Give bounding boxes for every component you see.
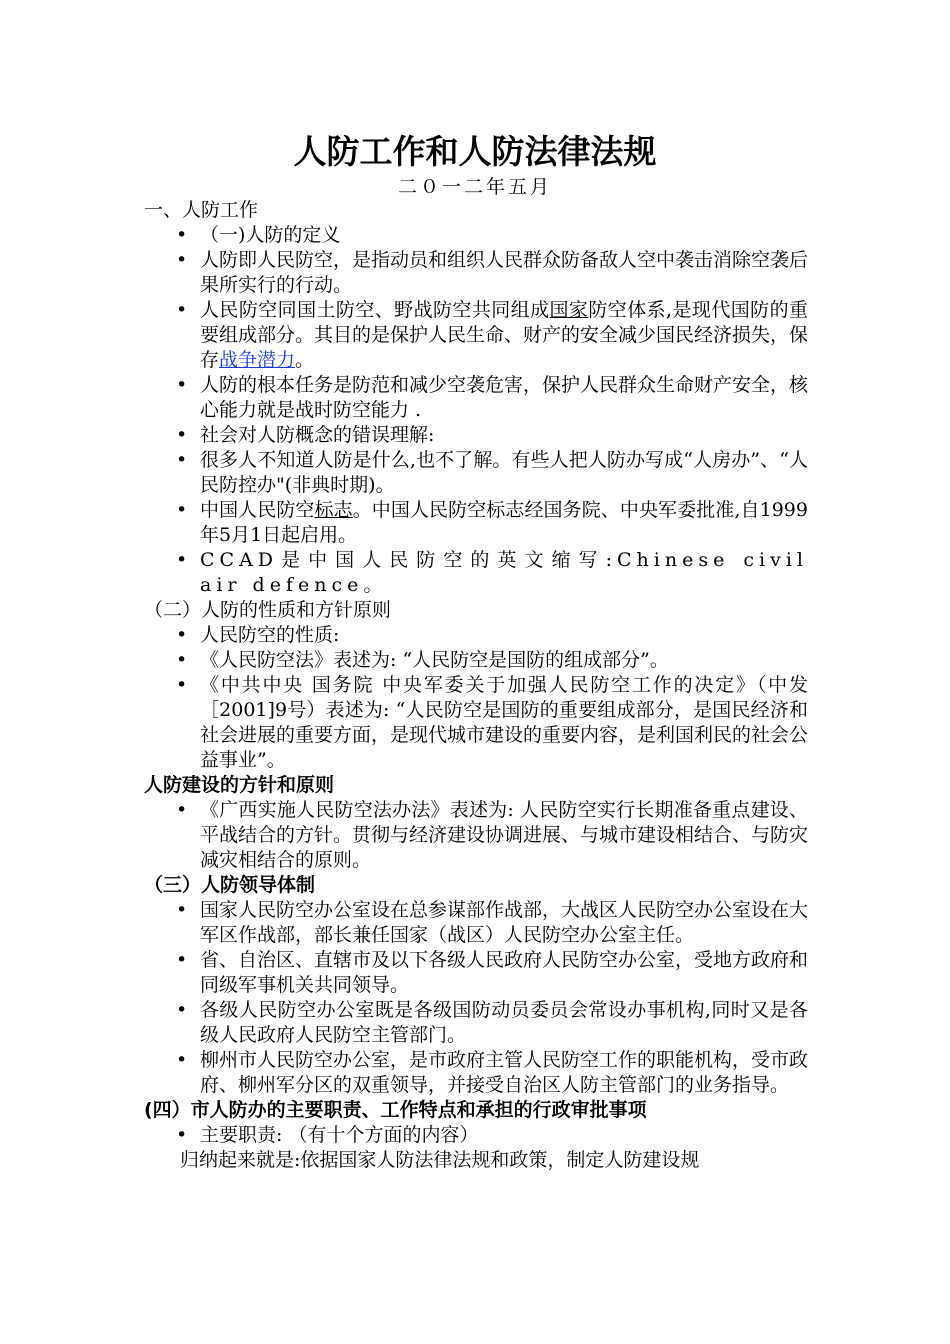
list-item: • 各级人民防空办公室既是各级国防动员委员会常设办事机构,同时又是各级人民政府人民防空主管部门。 [176, 998, 808, 1048]
list-item: • 省、自治区、直辖市及以下各级人民政府人民防空办公室，受地方政府和同级军事机关共同领导。 [176, 948, 808, 998]
underlined-term: 国家 [549, 299, 589, 321]
document-title: 人防工作和人防法律法规 [293, 132, 657, 171]
list-item: • 人民防空的性质: [176, 623, 808, 648]
section-heading-1: 一、人防工作 [144, 199, 259, 221]
document-body [144, 198, 808, 1173]
list-item: • CCAD是中国人民防空的英文缩写:Chinese civil air defence。 [176, 548, 808, 598]
list-item: • 人防的根本任务是防范和减少空袭危害，保护人民群众生命财产安全，核心能力就是战时防空能力 . [176, 373, 808, 423]
text-run: 中国人民防空 [200, 499, 315, 521]
section-4-list [144, 1123, 808, 1148]
text-run: 人民防空同国土防空、野战防空共同组成 [200, 299, 550, 321]
text-run: 。中国人民防空标志经国务院、中央军委批准,自1999年5月1日起启用。 [200, 499, 808, 546]
document-date: 二０一二年五月 [397, 176, 552, 198]
section-heading-3: （三）人防领导体制 [144, 874, 316, 896]
section-heading-4: (四）市人防办的主要职责、工作特点和承担的行政审批事项 [144, 1099, 647, 1121]
text-run: 防空体系,是现代国防的重要组成部分。其目的是保护人民生命、财产的安全减少国民经济损失，保存 [200, 299, 809, 371]
list-item: • 柳州市人民防空办公室，是市政府主管人民防空工作的职能机构，受市政府、柳州军分区的双重领导，并接受自治区人防主管部门的业务指导。 [176, 1048, 808, 1098]
list-item: • 《中共中央 国务院 中央军委关于加强人民防空工作的决定》（中发［2001]9号）表述为: “人民防空是国防的重要组成部分，是国民经济和社会进展的重要方面，是现代城市建设的重要内容，是利国利民的社会公益事业”。 [176, 673, 808, 773]
list-item [176, 498, 808, 548]
section-heading-2b: 人防建设的方针和原则 [144, 774, 335, 796]
section-2b-list [144, 798, 808, 873]
section-2-list [144, 623, 808, 773]
section-heading-2: （二）人防的性质和方针原则 [144, 599, 392, 621]
list-item: • 社会对人防概念的错误理解: [176, 423, 808, 448]
section-1-list [144, 223, 808, 598]
list-item [176, 298, 808, 373]
list-item: • 人防即人民防空，是指动员和组织人民群众防备敌人空中袭击消除空袭后果所实行的行动。 [176, 248, 808, 298]
text-run: 。 [295, 349, 315, 371]
list-item: • 《广西实施人民防空法办法》表述为: 人民防空实行长期准备重点建设、平战结合的方针。贯彻与经济建设协调进展、与城市建设相结合、与防灾减灾相结合的原则。 [176, 798, 808, 873]
list-item: • 很多人不知道人防是什么,也不了解。有些人把人防办写成“人房办”、“人民防控办"(非典时期)。 [176, 448, 808, 498]
trailing-paragraph: 归纳起来就是:依据国家人防法律法规和政策，制定人防建设规 [180, 1149, 700, 1171]
list-item: • （一)人防的定义 [176, 223, 808, 248]
list-item: • 国家人民防空办公室设在总参谋部作战部，大战区人民防空办公室设在大军区作战部，部长兼任国家（战区）人民防空办公室主任。 [176, 898, 808, 948]
hyperlink-war-potential[interactable]: 战争潜力 [219, 349, 296, 371]
underlined-term: 标志 [314, 499, 353, 521]
list-item: • 《人民防空法》表述为: “人民防空是国防的组成部分”。 [176, 648, 808, 673]
list-item: • 主要职责: （有十个方面的内容） [176, 1123, 808, 1148]
section-3-list [144, 898, 808, 1098]
